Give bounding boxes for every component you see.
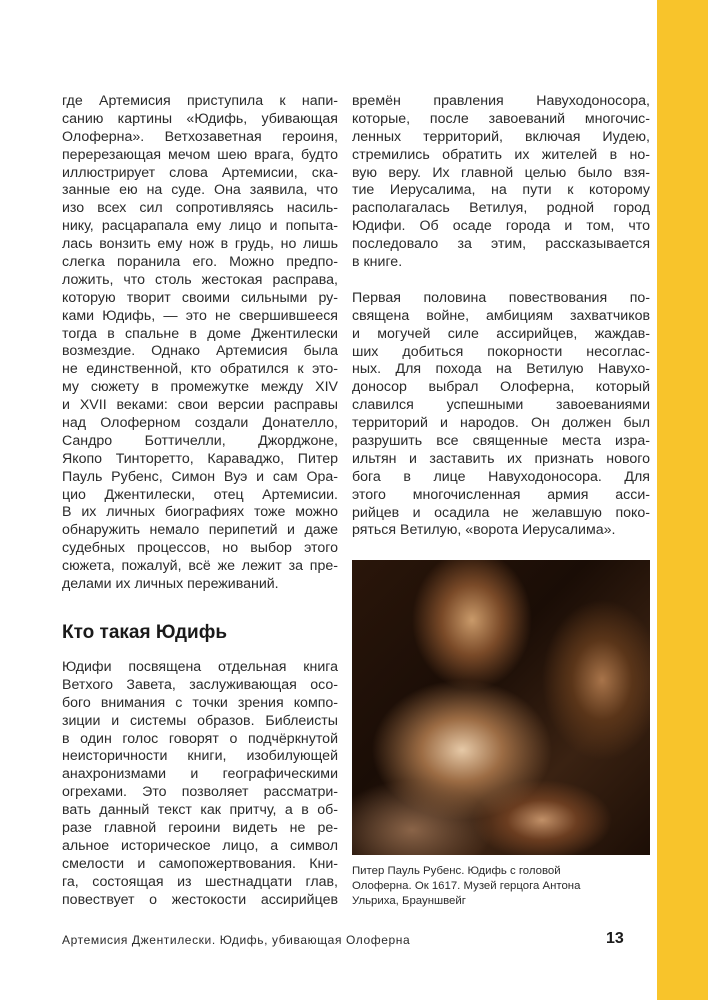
text-line: которые, после завоеваний многочис-: [352, 110, 650, 127]
text-line: ками Юдифь, — это не свершившееся: [62, 307, 338, 324]
painting-image-judith-rubens: [352, 560, 650, 855]
right-paragraphs: [352, 93, 650, 540]
text-line: неисторичности книги, изобилующей: [62, 748, 338, 765]
text-line: вать данный текст как притчу, а в об-: [62, 802, 338, 819]
text-line: располагалась Ветилуя, родной город: [352, 200, 650, 217]
paragraph: [352, 290, 650, 540]
text-line: цио Джентилески, отец Артемисии.: [62, 486, 338, 503]
text-line: Юдифи. Об осаде города и том, что: [352, 218, 650, 235]
text-line: Олоферна». Ветхозаветная героиня,: [62, 128, 338, 145]
text-line: этого многочисленная армия асси-: [352, 486, 650, 503]
text-line: и могучей силе ассирийцев, жаждав-: [352, 325, 650, 342]
text-line: ильтян и заставить их признать нового: [352, 450, 650, 467]
text-line: В их личных биографиях тоже можно: [62, 504, 338, 521]
text-line: слегка поранила его. Можно предпо-: [62, 254, 338, 271]
text-line: ложить, что столь жестокая расправа,: [62, 271, 338, 288]
text-line: Якопо Тинторетто, Караваджо, Питер: [62, 450, 338, 467]
text-line: разе главной героини видеть не ре-: [62, 819, 338, 836]
text-line: последовало за этим, рассказывается: [352, 236, 650, 253]
text-line: бога в лице Навуходоносора. Для: [352, 468, 650, 485]
text-line: обнаружить немало перипетий и даже: [62, 522, 338, 539]
left-paragraphs: [62, 93, 338, 594]
text-line: зиции и системы образов. Библеисты: [62, 712, 338, 729]
yellow-edge-strip: [657, 0, 708, 1000]
text-line: ших добиться покорности несоглас-: [352, 343, 650, 360]
text-line: смелости и самопожертвования. Кни-: [62, 855, 338, 872]
text-line: анахронизмами и географическими: [62, 766, 338, 783]
running-footer-title: Артемисия Джентилески. Юдифь, убивающая Олоферна: [62, 933, 411, 947]
text-line: повествует о жестокости ассирийцев: [62, 891, 338, 908]
section-heading: Кто такая Юдифь: [62, 621, 228, 643]
text-line: огрехами. Это позволяет рассматри-: [62, 784, 338, 801]
text-line: священа войне, амбициям захватчиков: [352, 307, 650, 324]
text-line: тие Иерусалима, на пути к которому: [352, 182, 650, 199]
text-line: времён правления Навуходоносора,: [352, 93, 650, 109]
text-line: ных. Для похода на Ветилую Навухо-: [352, 361, 650, 378]
text-line: славился успешными завоеваниями: [352, 397, 650, 414]
text-line: тогда в спальне в доме Джентилески: [62, 325, 338, 342]
text-line: судебных процессов, но выбор этого: [62, 540, 338, 557]
caption-line: Олоферна. Ок 1617. Музей герцога Антона: [352, 880, 581, 893]
paragraph: [62, 93, 338, 594]
paragraph: [62, 659, 338, 909]
text-line: изо всех сил сопротивляясь насиль-: [62, 200, 338, 217]
text-line: доносор выбрал Олоферна, который: [352, 379, 650, 396]
text-line: в один голос говорят о подчёркнутой: [62, 730, 338, 747]
text-line: в книге.: [352, 254, 403, 271]
caption-line: Питер Пауль Рубенс. Юдифь с головой: [352, 865, 561, 877]
text-line: перерезающая мечом шею врага, будто: [62, 146, 338, 163]
text-line: стремились обратить их жителей в но-: [352, 146, 650, 163]
text-line: которую творит своими сильными ру-: [62, 289, 338, 306]
text-line: разрушить все священные места изра-: [352, 433, 650, 450]
text-line: Сандро Боттичелли, Джорджоне,: [62, 432, 338, 449]
text-line: му сюжету в промежутке между XIV: [62, 379, 338, 396]
right-column: [352, 93, 650, 540]
text-line: рийцев и осадила не желавшую поко-: [352, 504, 650, 521]
text-line: Ветхого Завета, заслуживающая осо-: [62, 676, 338, 693]
text-line: делами их личных переживаний.: [62, 576, 279, 593]
text-line: Пауль Рубенс, Симон Вуэ и сам Ора-: [62, 468, 338, 485]
text-line: территорий и народов. Он должен был: [352, 415, 650, 432]
text-line: вую веру. Их главной целью было взя-: [352, 164, 650, 181]
text-line: сюжета, пожалуй, всё же лежит за пре-: [62, 558, 338, 575]
text-line: лась вонзить ему нож в грудь, но лишь: [62, 236, 338, 253]
caption-line: Ульриха, Брауншвейг: [352, 895, 466, 908]
text-line: и XVII веками: свои версии расправы: [62, 397, 338, 414]
text-line: альное историческое лицо, а символ: [62, 837, 338, 854]
text-line: возмездие. Однако Артемисия была: [62, 343, 338, 360]
text-line: занные ею на суде. Она заявила, что: [62, 182, 338, 199]
paragraph: [352, 93, 650, 272]
text-line: ряться Ветилую, «ворота Иерусалима».: [352, 522, 616, 539]
text-line: над Олоферном создали Донателло,: [62, 415, 338, 432]
text-line: га, состоящая из шестнадцати глав,: [62, 873, 338, 890]
text-line: ленных территорий, включая Иудею,: [352, 128, 650, 145]
left-column: [62, 93, 338, 909]
image-caption: [352, 864, 652, 910]
text-line: Юдифи посвящена отдельная книга: [62, 658, 338, 675]
left-paragraphs-after: [62, 659, 338, 909]
text-line: Первая половина повествования по-: [352, 289, 650, 306]
text-line: где Артемисия приступила к напи-: [62, 93, 338, 109]
text-line: нику, расцарапала ему лицо и попыта-: [62, 218, 338, 235]
text-line: санию картины «Юдифь, убивающая: [62, 110, 338, 127]
text-line: бого внимания с точки зрения компо-: [62, 694, 338, 711]
text-line: иллюстрирует слова Артемисии, ска-: [62, 164, 338, 181]
text-line: не единственной, кто обратился к это-: [62, 361, 338, 378]
page-number: 13: [606, 930, 624, 947]
